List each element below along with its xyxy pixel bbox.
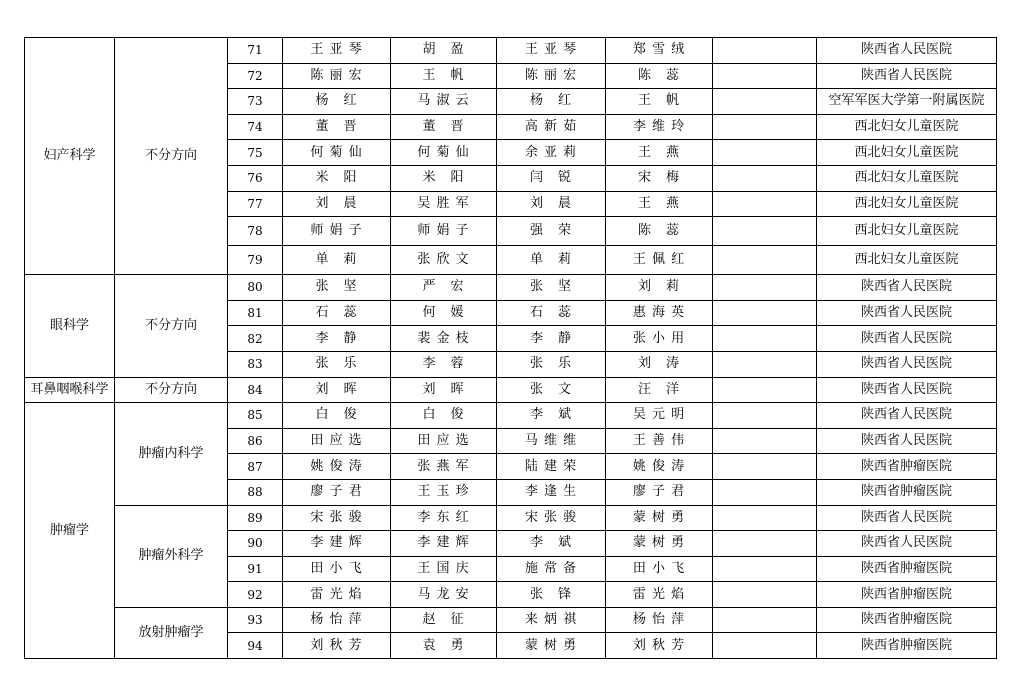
hospital-cell: 陕西省肿瘤医院 bbox=[817, 607, 997, 633]
number-cell: 93 bbox=[228, 607, 283, 633]
name-cell-3: 余 亚 莉 bbox=[497, 140, 606, 166]
name-cell-1: 刘 晖 bbox=[283, 377, 391, 403]
roster-table bbox=[24, 37, 997, 659]
hospital-cell: 陕西省人民医院 bbox=[817, 38, 997, 64]
name-cell-4: 惠 海 英 bbox=[606, 300, 713, 326]
name-cell-2: 马 淑 云 bbox=[391, 89, 497, 115]
direction-cell: 不分方向 bbox=[115, 275, 228, 377]
name-cell-3: 李 斌 bbox=[497, 531, 606, 557]
name-cell-2: 张 欣 文 bbox=[391, 246, 497, 275]
name-cell-3: 宋 张 骏 bbox=[497, 505, 606, 531]
hospital-cell: 陕西省人民医院 bbox=[817, 531, 997, 557]
name-cell-2: 白 俊 bbox=[391, 403, 497, 429]
blank-cell bbox=[713, 582, 817, 608]
name-cell-1: 陈 丽 宏 bbox=[283, 63, 391, 89]
name-cell-2: 师 娟 子 bbox=[391, 217, 497, 246]
name-cell-1: 宋 张 骏 bbox=[283, 505, 391, 531]
number-cell: 72 bbox=[228, 63, 283, 89]
name-cell-2: 田 应 选 bbox=[391, 428, 497, 454]
name-cell-2: 王 帆 bbox=[391, 63, 497, 89]
name-cell-4: 郑 雪 绒 bbox=[606, 38, 713, 64]
name-cell-4: 王 善 伟 bbox=[606, 428, 713, 454]
name-cell-4: 陈 蕊 bbox=[606, 63, 713, 89]
number-cell: 85 bbox=[228, 403, 283, 429]
hospital-cell: 西北妇女儿童医院 bbox=[817, 246, 997, 275]
number-cell: 79 bbox=[228, 246, 283, 275]
number-cell: 89 bbox=[228, 505, 283, 531]
direction-cell: 不分方向 bbox=[115, 38, 228, 275]
number-cell: 86 bbox=[228, 428, 283, 454]
department-cell: 妇产科学 bbox=[25, 38, 115, 275]
name-cell-4: 蒙 树 勇 bbox=[606, 505, 713, 531]
number-cell: 74 bbox=[228, 114, 283, 140]
name-cell-3: 施 常 备 bbox=[497, 556, 606, 582]
name-cell-4: 宋 梅 bbox=[606, 165, 713, 191]
blank-cell bbox=[713, 326, 817, 352]
name-cell-1: 廖 子 君 bbox=[283, 479, 391, 505]
name-cell-1: 白 俊 bbox=[283, 403, 391, 429]
hospital-cell: 陕西省人民医院 bbox=[817, 403, 997, 429]
name-cell-2: 董 晋 bbox=[391, 114, 497, 140]
number-cell: 90 bbox=[228, 531, 283, 557]
hospital-cell: 陕西省肿瘤医院 bbox=[817, 556, 997, 582]
hospital-cell: 陕西省人民医院 bbox=[817, 300, 997, 326]
blank-cell bbox=[713, 403, 817, 429]
name-cell-2: 何 菊 仙 bbox=[391, 140, 497, 166]
table-row bbox=[25, 275, 997, 301]
number-cell: 87 bbox=[228, 454, 283, 480]
blank-cell bbox=[713, 531, 817, 557]
blank-cell bbox=[713, 89, 817, 115]
blank-cell bbox=[713, 428, 817, 454]
blank-cell bbox=[713, 191, 817, 217]
direction-cell: 放射肿瘤学 bbox=[115, 607, 228, 658]
name-cell-4: 姚 俊 涛 bbox=[606, 454, 713, 480]
table-row bbox=[25, 403, 997, 429]
name-cell-2: 李 蓉 bbox=[391, 351, 497, 377]
number-cell: 84 bbox=[228, 377, 283, 403]
name-cell-4: 蒙 树 勇 bbox=[606, 531, 713, 557]
name-cell-3: 来 炳 祺 bbox=[497, 607, 606, 633]
name-cell-1: 石 蕊 bbox=[283, 300, 391, 326]
name-cell-3: 张 锋 bbox=[497, 582, 606, 608]
name-cell-2: 吴 胜 军 bbox=[391, 191, 497, 217]
name-cell-3: 陆 建 荣 bbox=[497, 454, 606, 480]
name-cell-2: 张 燕 军 bbox=[391, 454, 497, 480]
table-row bbox=[25, 505, 997, 531]
hospital-cell: 陕西省肿瘤医院 bbox=[817, 633, 997, 659]
name-cell-1: 杨 怡 萍 bbox=[283, 607, 391, 633]
number-cell: 88 bbox=[228, 479, 283, 505]
blank-cell bbox=[713, 114, 817, 140]
name-cell-3: 石 蕊 bbox=[497, 300, 606, 326]
number-cell: 71 bbox=[228, 38, 283, 64]
name-cell-3: 李 静 bbox=[497, 326, 606, 352]
name-cell-2: 刘 晖 bbox=[391, 377, 497, 403]
name-cell-1: 张 坚 bbox=[283, 275, 391, 301]
table-row bbox=[25, 377, 997, 403]
department-cell: 耳鼻咽喉科学 bbox=[25, 377, 115, 403]
name-cell-1: 田 应 选 bbox=[283, 428, 391, 454]
blank-cell bbox=[713, 607, 817, 633]
name-cell-3: 张 乐 bbox=[497, 351, 606, 377]
number-cell: 94 bbox=[228, 633, 283, 659]
name-cell-1: 杨 红 bbox=[283, 89, 391, 115]
name-cell-2: 李 东 红 bbox=[391, 505, 497, 531]
direction-cell: 不分方向 bbox=[115, 377, 228, 403]
hospital-cell: 陕西省人民医院 bbox=[817, 63, 997, 89]
hospital-cell: 陕西省人民医院 bbox=[817, 377, 997, 403]
name-cell-4: 田 小 飞 bbox=[606, 556, 713, 582]
name-cell-4: 刘 莉 bbox=[606, 275, 713, 301]
direction-cell: 肿瘤外科学 bbox=[115, 505, 228, 607]
blank-cell bbox=[713, 63, 817, 89]
name-cell-1: 李 静 bbox=[283, 326, 391, 352]
name-cell-2: 胡 盈 bbox=[391, 38, 497, 64]
name-cell-1: 雷 光 焰 bbox=[283, 582, 391, 608]
name-cell-3: 刘 晨 bbox=[497, 191, 606, 217]
name-cell-2: 马 龙 安 bbox=[391, 582, 497, 608]
number-cell: 91 bbox=[228, 556, 283, 582]
name-cell-3: 杨 红 bbox=[497, 89, 606, 115]
department-cell: 肿瘤学 bbox=[25, 403, 115, 659]
name-cell-3: 张 坚 bbox=[497, 275, 606, 301]
name-cell-3: 张 文 bbox=[497, 377, 606, 403]
number-cell: 83 bbox=[228, 351, 283, 377]
blank-cell bbox=[713, 454, 817, 480]
hospital-cell: 陕西省人民医院 bbox=[817, 428, 997, 454]
blank-cell bbox=[713, 351, 817, 377]
department-cell: 眼科学 bbox=[25, 275, 115, 377]
hospital-cell: 西北妇女儿童医院 bbox=[817, 114, 997, 140]
name-cell-1: 李 建 辉 bbox=[283, 531, 391, 557]
roster-body bbox=[25, 38, 997, 659]
blank-cell bbox=[713, 556, 817, 582]
name-cell-2: 米 阳 bbox=[391, 165, 497, 191]
number-cell: 81 bbox=[228, 300, 283, 326]
number-cell: 77 bbox=[228, 191, 283, 217]
blank-cell bbox=[713, 275, 817, 301]
name-cell-3: 闫 锐 bbox=[497, 165, 606, 191]
number-cell: 92 bbox=[228, 582, 283, 608]
name-cell-4: 雷 光 焰 bbox=[606, 582, 713, 608]
name-cell-4: 张 小 用 bbox=[606, 326, 713, 352]
blank-cell bbox=[713, 38, 817, 64]
hospital-cell: 陕西省人民医院 bbox=[817, 505, 997, 531]
name-cell-1: 董 晋 bbox=[283, 114, 391, 140]
name-cell-1: 田 小 飞 bbox=[283, 556, 391, 582]
name-cell-2: 王 国 庆 bbox=[391, 556, 497, 582]
name-cell-1: 张 乐 bbox=[283, 351, 391, 377]
name-cell-2: 裴 金 枝 bbox=[391, 326, 497, 352]
name-cell-4: 吴 元 明 bbox=[606, 403, 713, 429]
name-cell-4: 汪 洋 bbox=[606, 377, 713, 403]
name-cell-4: 王 帆 bbox=[606, 89, 713, 115]
blank-cell bbox=[713, 505, 817, 531]
name-cell-2: 严 宏 bbox=[391, 275, 497, 301]
blank-cell bbox=[713, 140, 817, 166]
name-cell-1: 姚 俊 涛 bbox=[283, 454, 391, 480]
table-row bbox=[25, 38, 997, 64]
name-cell-4: 刘 秋 芳 bbox=[606, 633, 713, 659]
name-cell-1: 单 莉 bbox=[283, 246, 391, 275]
hospital-cell: 陕西省肿瘤医院 bbox=[817, 479, 997, 505]
name-cell-1: 刘 秋 芳 bbox=[283, 633, 391, 659]
hospital-cell: 西北妇女儿童医院 bbox=[817, 191, 997, 217]
blank-cell bbox=[713, 165, 817, 191]
name-cell-2: 袁 勇 bbox=[391, 633, 497, 659]
name-cell-1: 何 菊 仙 bbox=[283, 140, 391, 166]
name-cell-1: 王 亚 琴 bbox=[283, 38, 391, 64]
blank-cell bbox=[713, 377, 817, 403]
table-row bbox=[25, 607, 997, 633]
number-cell: 73 bbox=[228, 89, 283, 115]
number-cell: 82 bbox=[228, 326, 283, 352]
name-cell-4: 廖 子 君 bbox=[606, 479, 713, 505]
name-cell-2: 王 玉 珍 bbox=[391, 479, 497, 505]
name-cell-4: 王 燕 bbox=[606, 191, 713, 217]
name-cell-2: 李 建 辉 bbox=[391, 531, 497, 557]
direction-cell: 肿瘤内科学 bbox=[115, 403, 228, 505]
name-cell-3: 高 新 茹 bbox=[497, 114, 606, 140]
blank-cell bbox=[713, 633, 817, 659]
blank-cell bbox=[713, 217, 817, 246]
name-cell-4: 陈 蕊 bbox=[606, 217, 713, 246]
name-cell-3: 马 维 维 bbox=[497, 428, 606, 454]
number-cell: 75 bbox=[228, 140, 283, 166]
blank-cell bbox=[713, 300, 817, 326]
hospital-cell: 陕西省人民医院 bbox=[817, 275, 997, 301]
hospital-cell: 空军军医大学第一附属医院 bbox=[817, 89, 997, 115]
hospital-cell: 西北妇女儿童医院 bbox=[817, 140, 997, 166]
blank-cell bbox=[713, 246, 817, 275]
name-cell-4: 李 维 玲 bbox=[606, 114, 713, 140]
name-cell-3: 李 逢 生 bbox=[497, 479, 606, 505]
name-cell-3: 蒙 树 勇 bbox=[497, 633, 606, 659]
name-cell-2: 何 媛 bbox=[391, 300, 497, 326]
name-cell-1: 刘 晨 bbox=[283, 191, 391, 217]
number-cell: 80 bbox=[228, 275, 283, 301]
name-cell-3: 陈 丽 宏 bbox=[497, 63, 606, 89]
number-cell: 78 bbox=[228, 217, 283, 246]
hospital-cell: 西北妇女儿童医院 bbox=[817, 217, 997, 246]
hospital-cell: 西北妇女儿童医院 bbox=[817, 165, 997, 191]
name-cell-1: 米 阳 bbox=[283, 165, 391, 191]
name-cell-3: 王 亚 琴 bbox=[497, 38, 606, 64]
name-cell-2: 赵 征 bbox=[391, 607, 497, 633]
name-cell-3: 李 斌 bbox=[497, 403, 606, 429]
name-cell-3: 强 荣 bbox=[497, 217, 606, 246]
hospital-cell: 陕西省肿瘤医院 bbox=[817, 582, 997, 608]
name-cell-4: 王 佩 红 bbox=[606, 246, 713, 275]
name-cell-4: 杨 怡 萍 bbox=[606, 607, 713, 633]
name-cell-3: 单 莉 bbox=[497, 246, 606, 275]
name-cell-4: 王 燕 bbox=[606, 140, 713, 166]
name-cell-4: 刘 涛 bbox=[606, 351, 713, 377]
hospital-cell: 陕西省人民医院 bbox=[817, 351, 997, 377]
hospital-cell: 陕西省肿瘤医院 bbox=[817, 454, 997, 480]
name-cell-1: 师 娟 子 bbox=[283, 217, 391, 246]
hospital-cell: 陕西省人民医院 bbox=[817, 326, 997, 352]
number-cell: 76 bbox=[228, 165, 283, 191]
blank-cell bbox=[713, 479, 817, 505]
